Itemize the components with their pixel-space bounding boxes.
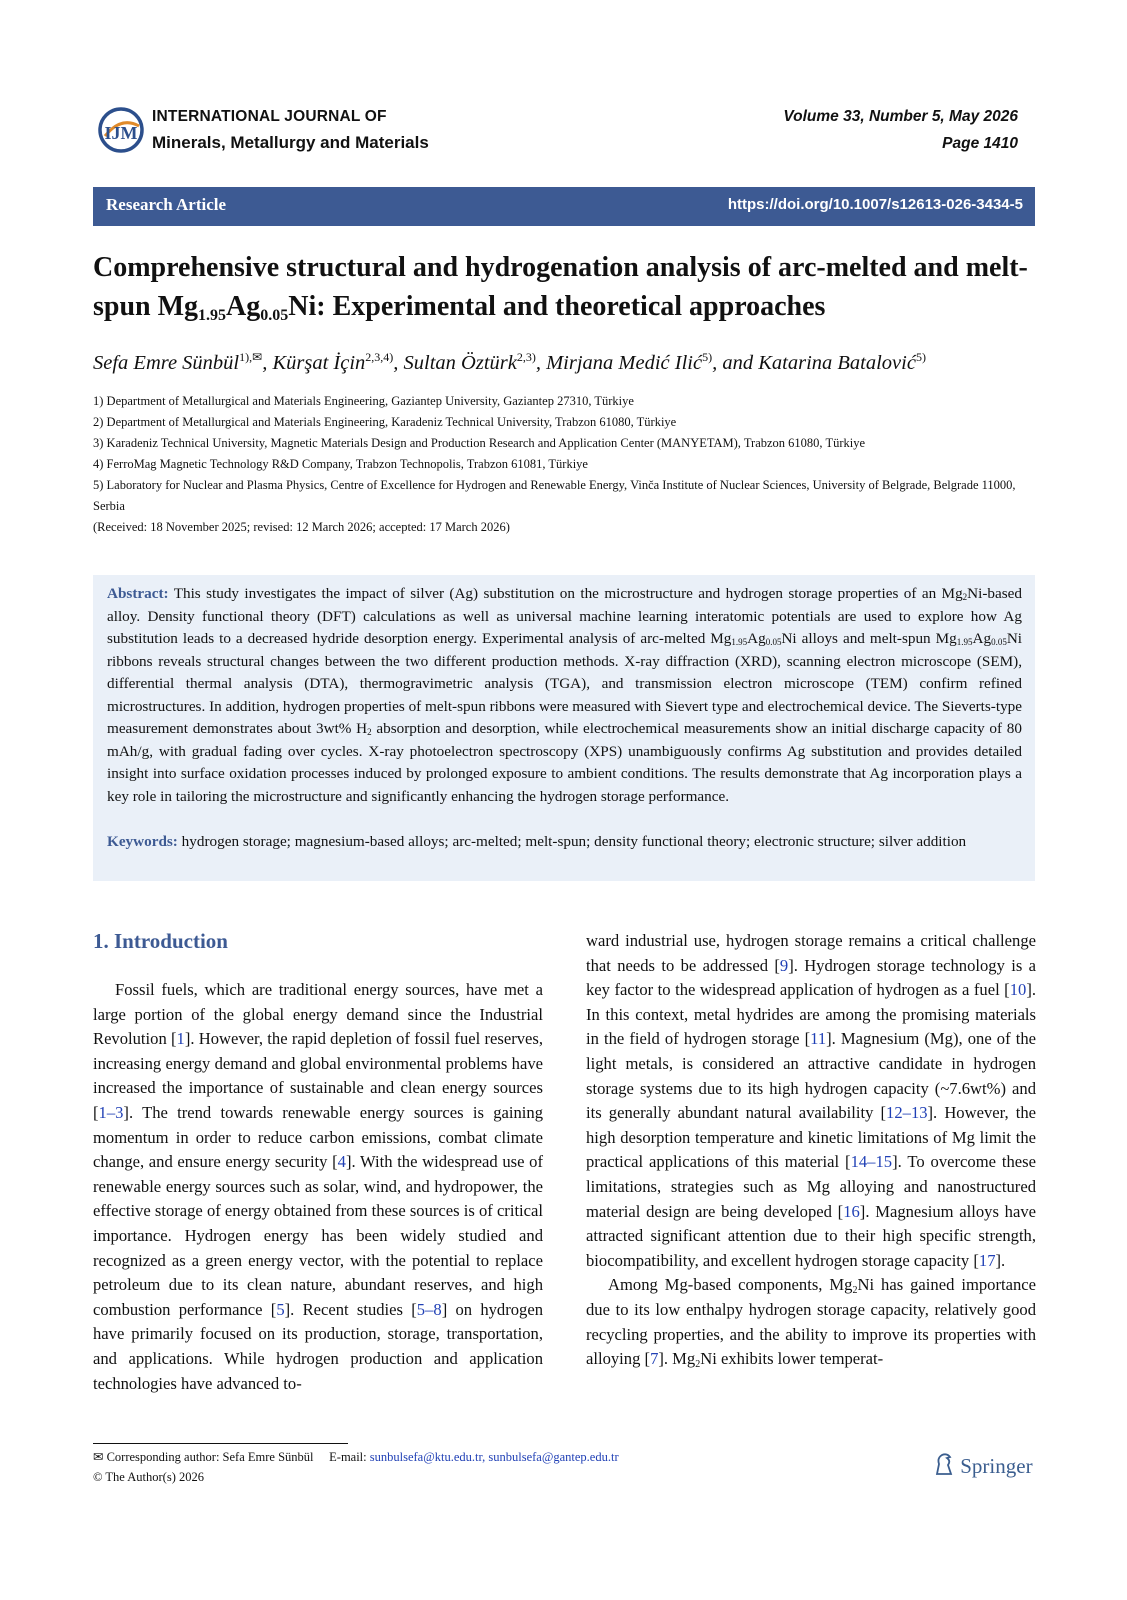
affiliation-list [93,391,1038,538]
affiliation: 1) Department of Metallurgical and Materials Engineering, Gaziantep University, Gaziantep 27310, Türkiye [93,394,634,408]
keywords-label: Keywords: [107,833,178,850]
volume-info: Volume 33, Number 5, May 2026 [783,108,1018,125]
body-column-left [93,978,543,1396]
springer-horse-icon [933,1452,955,1482]
email-link[interactable]: sunbulsefa@ktu.edu.tr, sunbulsefa@gantep.edu.tr [369,1450,619,1464]
received-dates: (Received: 18 November 2025; revised: 12 March 2026; accepted: 17 March 2026) [93,520,510,534]
citation-link[interactable]: 1–3 [98,1102,124,1122]
citation-link[interactable]: 17 [978,1250,996,1270]
journal-name-line1: INTERNATIONAL JOURNAL OF [152,108,387,125]
article-type: Research Article [106,195,227,214]
corresponding-author-note: ✉ Corresponding author: Sefa Emre Sünbül E-mail: sunbulsefa@ktu.edu.tr, sunbulsefa@gantep.edu.tr [93,1450,619,1464]
author: Sultan Öztürk [403,352,517,374]
citation-link[interactable]: 9 [779,955,789,975]
body-column-right [586,929,1036,1372]
paragraph: Fossil fuels, which are traditional energy sources, have met a large portion of the global energy demand since the Industrial Revolution [1]. However, the rapid depletion of fossil fuel reserves, increasing energy demand and global environmental problems have increased the importance of sustainable and clean energy sources [1–3]. The trend towards renewable energy sources is gaining momentum in order to reduce carbon emissions, combat climate change, and ensure energy security [4]. With the widespread use of renewable energy sources such as solar, wind, and hydropower, the effective storage of energy obtained from these sources is of critical importance. Hydrogen energy has been widely studied and recognized as a green energy vector, with the potential to replace petroleum due to its clean nature, abundant reserves, and high combustion performance [5]. Recent studies [5–8] on hydrogen have primarily focused on its production, storage, transportation, and applications. While hydrogen production and application technologies have advanced to- [93,980,544,1393]
author-list: Sefa Emre Sünbül$^{1),✉}$, Kürşat İçin$^{2,3,4)}$, Sultan Öztürk$^{2,3)}$, Mirjana Medić Ilić$^{5)}$, and Katarina Batalović$^{5)}$ [93,350,926,374]
article-title: Comprehensive structural and hydrogenation analysis of arc-melted and melt-spun $Mg_{1.95}Ag_{0.05}Ni$: Experimental and theoretical approaches [93,252,1028,324]
paragraph: Among Mg-based components, $Mg_2Ni$ has gained importance due to its low enthalpy hydrogen storage capacity, relatively good recycling properties, and the ability to improve its properties with alloying [7]. $Mg_2Ni$ exhibits lower temperat- [586,1275,1036,1371]
citation-link[interactable]: 16 [843,1201,860,1221]
keywords: Keywords: hydrogen storage; magnesium-based alloys; arc-melted; melt-spun; density functional theory; electronic structure; silver addition [107,833,967,850]
abstract: Abstract: This study investigates the impact of silver (Ag) substitution on the microstructure and hydrogen storage properties of an $Mg_2Ni$-based alloy. Density functional theory (DFT) calculations as well as universal machine learning interatomic potentials are used to explore how Ag substitution leads to a decreased hydride desorption energy. Experimental analysis of arc-melted $Mg_{1.95}Ag_{0.05}Ni$ alloys and melt-spun $Mg_{1.95}Ag_{0.05}Ni$ ribbons reveals structural changes between the two different production methods. X-ray diffraction (XRD), scanning electron microscope (SEM), differential thermal analysis (DTA), thermogravimetric analysis (TGA), and transmission electron microscope (TEM) confirm refined microstructures. In addition, hydrogen properties of melt-spun ribbons were measured with Sievert type and electrochemical device. The Sieverts-type measurement demonstrates about 3wt% $H_2$ absorption and desorption, while electrochemical measurements show an initial discharge capacity of 80 mAh/g, with gradual fading over cycles. X-ray photoelectron spectroscopy (XPS) unambiguously confirms Ag substitution and provides detailed insight into surface oxidation processes induced by prolonged exposure to ambient conditions. The results demonstrate that Ag incorporation plays a key role in tailoring the microstructure and significantly enhancing the hydrogen storage performance. [107,585,1022,805]
citation-link[interactable]: 14–15 [850,1152,893,1172]
affiliation: 2) Department of Metallurgical and Materials Engineering, Karadeniz Technical University, Trabzon 61080, Türkiye [93,415,677,429]
copyright-note: © The Author(s) 2026 [93,1470,204,1484]
citation-link[interactable]: 7 [650,1349,659,1369]
citation-link[interactable]: 5 [276,1299,285,1319]
citation-link[interactable]: 10 [1009,980,1027,1000]
footnote-rule [93,1443,348,1444]
journal-logo-icon [97,106,145,154]
citation-link[interactable]: 4 [337,1152,346,1172]
affiliation: 3) Karadeniz Technical University, Magnetic Materials Design and Production Research and Application Center (MANYETAM), Trabzon 61080, Türkiye [93,436,866,450]
citation-link[interactable]: 12–13 [886,1103,928,1123]
journal-name-line2: Minerals, Metallurgy and Materials [152,133,429,152]
abstract-label: Abstract: [107,585,169,602]
doi-link[interactable]: https://doi.org/10.1007/s12613-026-3434-5 [727,196,1023,213]
author: Katarina Batalović [758,352,916,374]
publisher-logo: Springer [933,1452,1033,1482]
affiliation: 5) Laboratory for Nuclear and Plasma Physics, Centre of Excellence for Hydrogen and Renewable Energy, Vinča Institute of Nuclear Sciences, University of Belgrade, Belgrade 11000, Serbia [93,478,1016,513]
section-heading: 1. Introduction [93,929,228,953]
affiliation: 4) FerroMag Magnetic Technology R&D Company, Trabzon Technopolis, Trabzon 61081, Türkiye [93,457,588,471]
citation-link[interactable]: 5–8 [416,1299,442,1319]
citation-link[interactable]: 1 [176,1029,185,1049]
citation-link[interactable]: 11 [810,1029,827,1049]
author: Kürşat İçin [272,352,366,374]
author: Mirjana Medić Ilić [546,352,703,374]
author: Sefa Emre Sünbül [93,352,240,374]
page-number: Page 1410 [942,135,1018,152]
svg-text:IJM: IJM [104,123,138,143]
paragraph: ward industrial use, hydrogen storage remains a critical challenge that needs to be addressed [9]. Hydrogen storage technology is a key factor to the widespread application of hydrogen as a fuel [10]. In this context, metal hydrides are among the promising materials in the field of hydrogen storage [11]. Magnesium (Mg), one of the light metals, is considered an attractive candidate in hydrogen storage systems due to its high hydrogen capacity (~7.6wt%) and its generally abundant natural availability [12–13]. However, the high desorption temperature and kinetic limitations of Mg limit the practical applications of this material [14–15]. To overcome these limitations, strategies such as Mg alloying and nanostructured material design are being developed [16]. Magnesium alloys have attracted significant attention due to their high specific strength, biocompatibility, and excellent hydrogen storage capacity [17]. [586,931,1036,1270]
